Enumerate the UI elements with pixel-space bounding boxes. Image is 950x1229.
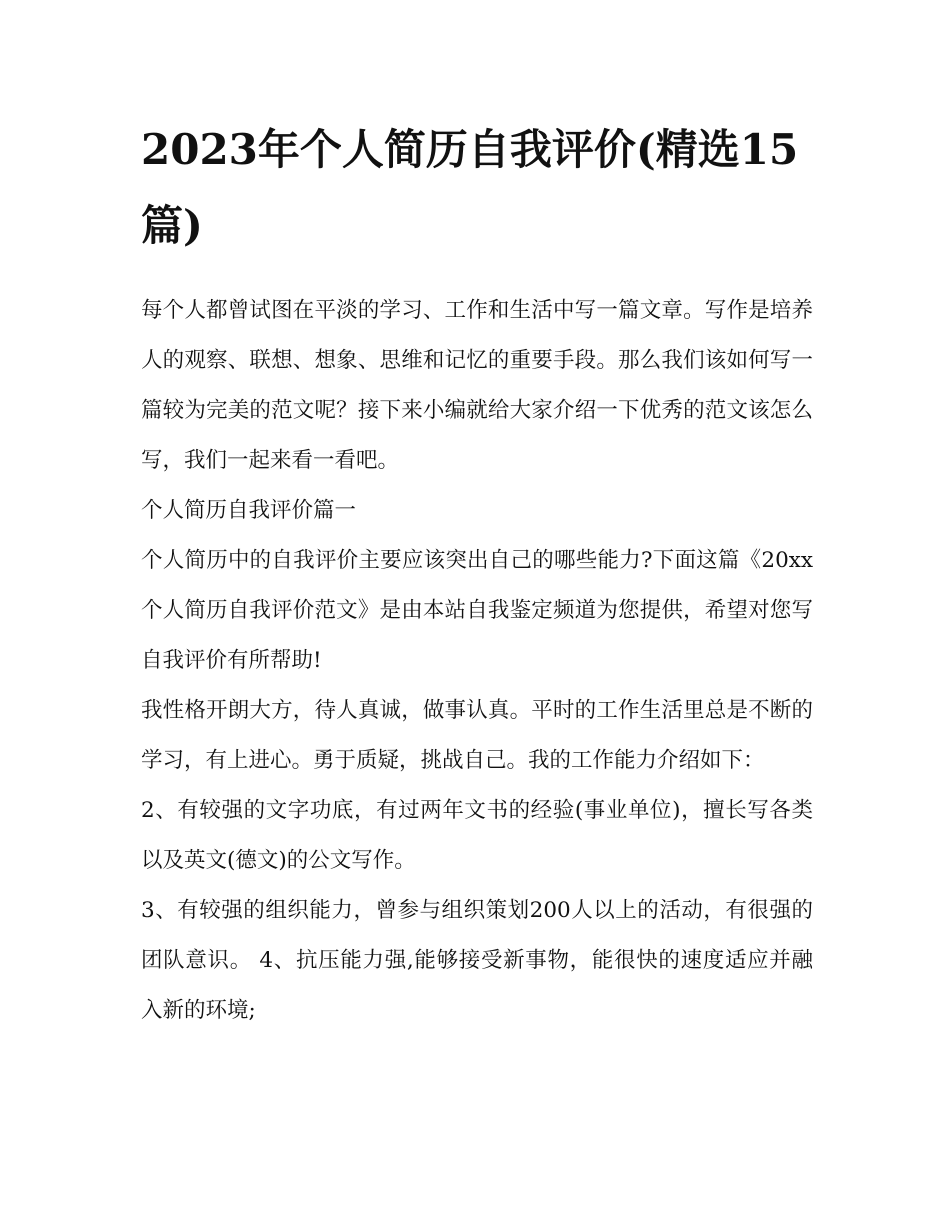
document-title: 2023年个人简历自我评价(精选15篇) [141,125,799,250]
intro-paragraph: 每个人都曾试图在平淡的学习、工作和生活中写一篇文章。写作是培养人的观察、联想、想象、思维和记忆的重要手段。那么我们该如何写一篇较为完美的范文呢？接下来小编就给大家介绍一下优秀的范文该怎么写，我们一起来看一看吧。 [141,298,813,473]
body-paragraph: 我性格开朗大方，待人真诚，做事认真。平时的工作生活里总是不断的学习，有上进心。勇于质疑，挑战自己。我的工作能力介绍如下： [141,698,813,773]
list-item: 3、有较强的组织能力，曾参与组织策划200人以上的活动，有很强的团队意识。 4、抗压能力强,能够接受新事物，能很快的速度适应并融入新的环境; [141,898,813,1023]
section-heading: 个人简历自我评价篇一 [141,498,357,523]
body-paragraph: 个人简历中的自我评价主要应该突出自己的哪些能力?下面这篇《20xx个人简历自我评价范文》是由本站自我鉴定频道为您提供，希望对您写自我评价有所帮助! [141,548,813,673]
list-item: 2、有较强的文字功底，有过两年文书的经验(事业单位)，擅长写各类以及英文(德文)的公文写作。 [141,798,813,873]
document-body [141,112,813,1036]
